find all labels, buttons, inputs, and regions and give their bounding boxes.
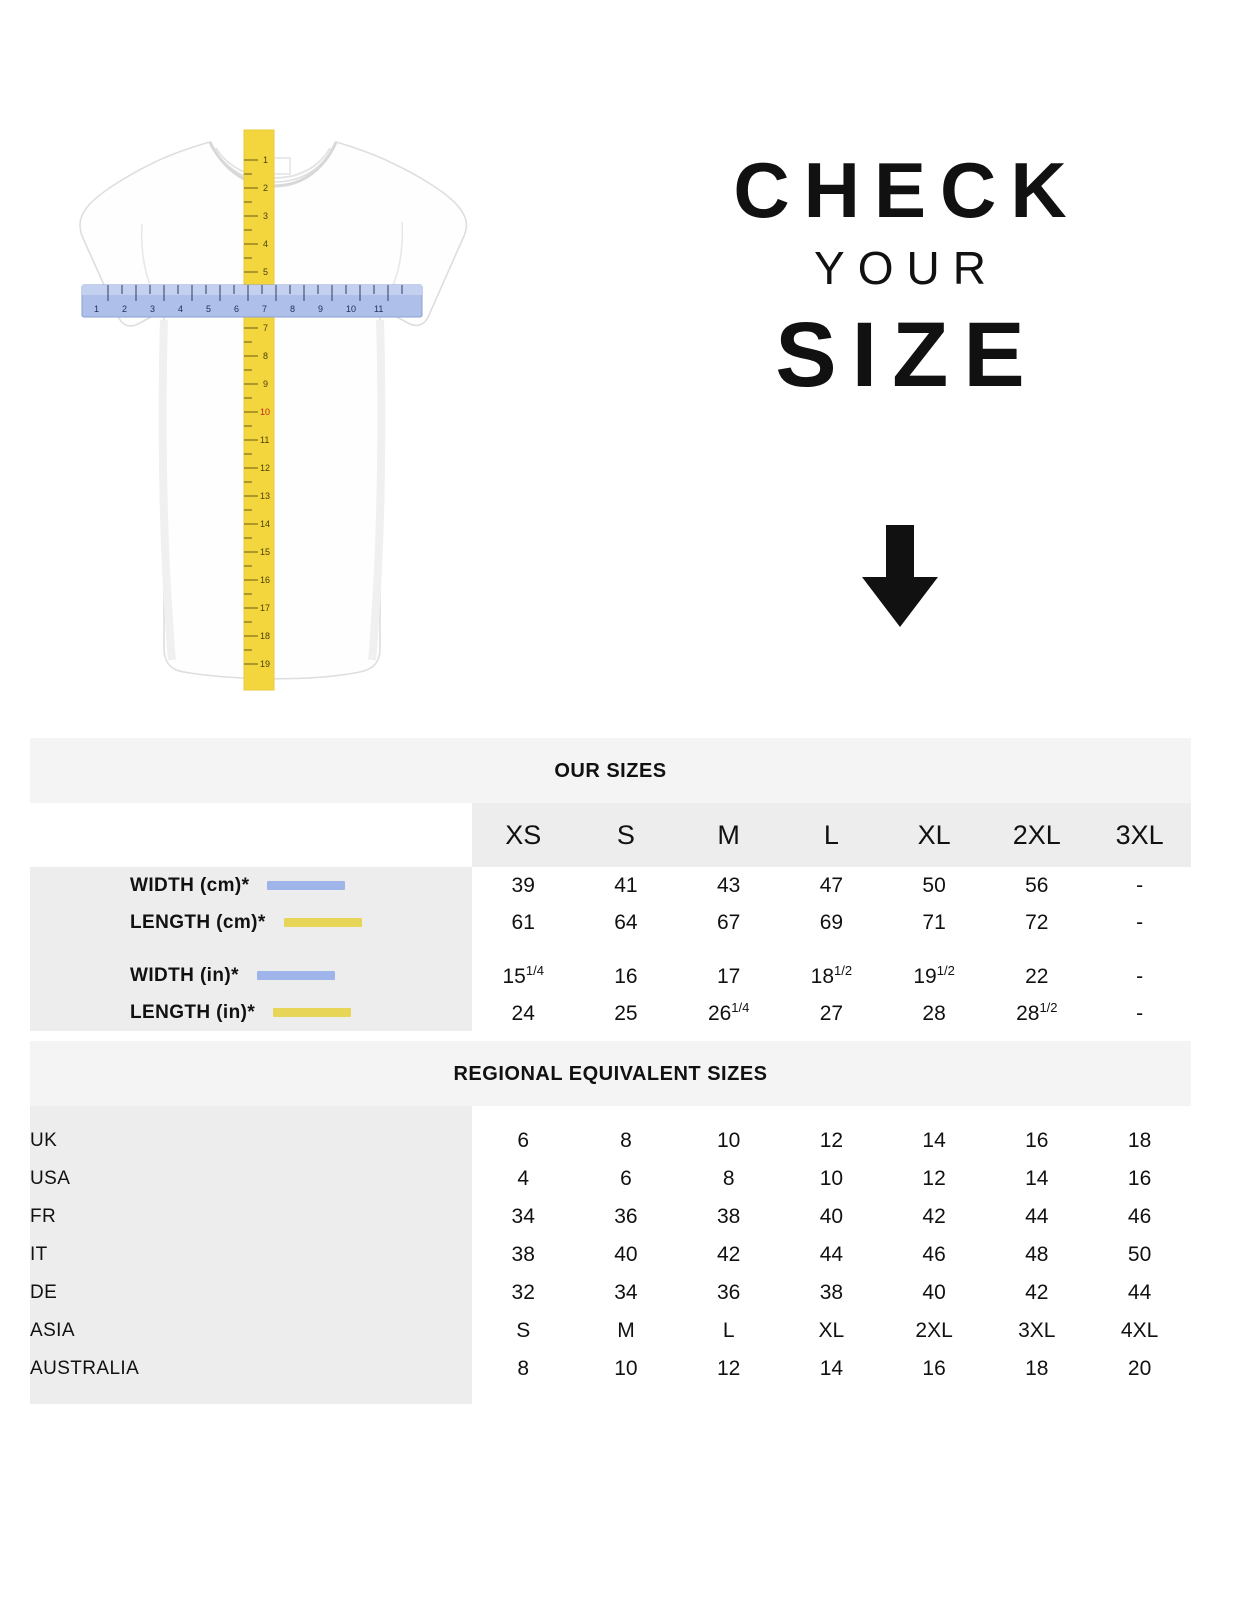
cell-fr-s: 36 bbox=[575, 1198, 678, 1236]
vertical-tape-icon bbox=[244, 130, 274, 690]
row-spacer bbox=[30, 1388, 1191, 1404]
cell-it-l: 44 bbox=[780, 1236, 883, 1274]
our-sizes-title: OUR SIZES bbox=[30, 738, 1191, 803]
svg-text:1: 1 bbox=[94, 304, 100, 314]
row-label-asia: ASIA bbox=[30, 1320, 75, 1341]
cell-australia-m: 12 bbox=[677, 1350, 780, 1388]
value: 16 bbox=[614, 964, 638, 988]
cell-fr-m: 38 bbox=[677, 1198, 780, 1236]
cell-width-in-m bbox=[677, 957, 780, 994]
cell-usa-2xl: 14 bbox=[985, 1160, 1088, 1198]
size-chart bbox=[30, 738, 1191, 1404]
svg-text:8: 8 bbox=[290, 304, 296, 314]
cell-asia-3xl: 4XL bbox=[1088, 1312, 1191, 1350]
cell-de-s: 34 bbox=[575, 1274, 678, 1312]
value: 27 bbox=[819, 1001, 844, 1025]
length-swatch-yellow bbox=[284, 918, 362, 927]
size-col-xs: XS bbox=[505, 819, 542, 850]
regional-sizes-table bbox=[30, 1106, 1191, 1404]
width-swatch-blue bbox=[267, 881, 345, 890]
table-row bbox=[30, 1198, 1191, 1236]
cell-asia-2xl: 3XL bbox=[985, 1312, 1088, 1350]
cell-length-in-s bbox=[575, 994, 678, 1031]
row-spacer bbox=[30, 941, 1191, 957]
cell-australia-s: 10 bbox=[575, 1350, 678, 1388]
svg-text:6: 6 bbox=[234, 304, 240, 314]
svg-text:16: 16 bbox=[260, 575, 271, 585]
fraction: 1/2 bbox=[834, 962, 853, 978]
headline-line-3: SIZE bbox=[775, 304, 1040, 407]
table-row bbox=[30, 904, 1191, 941]
length-swatch-yellow bbox=[273, 1008, 351, 1017]
value: 17 bbox=[716, 964, 741, 988]
cell-fr-3xl: 46 bbox=[1088, 1198, 1191, 1236]
cell-asia-xs: S bbox=[472, 1312, 575, 1350]
cell-width-cm-m: 43 bbox=[677, 867, 780, 904]
cell-uk-3xl: 18 bbox=[1088, 1122, 1191, 1160]
cell-width-cm-l: 47 bbox=[780, 867, 883, 904]
cell-usa-xs: 4 bbox=[472, 1160, 575, 1198]
cell-it-2xl: 48 bbox=[985, 1236, 1088, 1274]
cell-usa-3xl: 16 bbox=[1088, 1160, 1191, 1198]
cell-de-l: 38 bbox=[780, 1274, 883, 1312]
size-col-s: S bbox=[616, 819, 635, 850]
regional-sizes-title: REGIONAL EQUIVALENT SIZES bbox=[30, 1041, 1191, 1106]
size-header-row bbox=[30, 803, 1191, 867]
cell-australia-2xl: 18 bbox=[985, 1350, 1088, 1388]
fraction: 1/2 bbox=[1039, 999, 1058, 1015]
headline-line-2: YOUR bbox=[814, 241, 999, 294]
cell-uk-l: 12 bbox=[780, 1122, 883, 1160]
svg-text:10: 10 bbox=[260, 407, 271, 417]
cell-asia-xl: 2XL bbox=[883, 1312, 986, 1350]
cell-de-2xl: 42 bbox=[985, 1274, 1088, 1312]
svg-text:2: 2 bbox=[122, 304, 128, 314]
svg-text:14: 14 bbox=[260, 519, 271, 529]
cell-width-in-xl bbox=[883, 957, 986, 994]
cell-fr-xs: 34 bbox=[472, 1198, 575, 1236]
cell-width-in-2xl bbox=[985, 957, 1088, 994]
cell-length-cm-3xl: - bbox=[1088, 904, 1191, 941]
section-divider bbox=[30, 1031, 1191, 1041]
value: 24 bbox=[511, 1001, 535, 1025]
cell-length-cm-xl: 71 bbox=[883, 904, 986, 941]
our-sizes-table bbox=[30, 803, 1191, 1031]
table-row bbox=[30, 867, 1191, 904]
svg-text:12: 12 bbox=[260, 463, 271, 473]
cell-australia-l: 14 bbox=[780, 1350, 883, 1388]
value: 26 bbox=[707, 1001, 732, 1025]
cell-uk-xs: 6 bbox=[472, 1122, 575, 1160]
svg-text:5: 5 bbox=[206, 304, 212, 314]
svg-text:7: 7 bbox=[263, 323, 269, 333]
cell-usa-l: 10 bbox=[780, 1160, 883, 1198]
horizontal-tape-icon bbox=[82, 285, 422, 317]
value: - bbox=[1136, 964, 1144, 988]
cell-length-in-2xl bbox=[985, 994, 1088, 1031]
cell-australia-xl: 16 bbox=[883, 1350, 986, 1388]
row-label-usa: USA bbox=[30, 1168, 71, 1189]
svg-text:2: 2 bbox=[263, 183, 269, 193]
svg-text:18: 18 bbox=[260, 631, 271, 641]
cell-width-cm-2xl: 56 bbox=[985, 867, 1088, 904]
cell-it-xl: 46 bbox=[883, 1236, 986, 1274]
cell-width-cm-xl: 50 bbox=[883, 867, 986, 904]
value: 19 bbox=[913, 964, 937, 988]
table-row bbox=[30, 1160, 1191, 1198]
cell-width-in-xs bbox=[472, 957, 575, 994]
cell-australia-3xl: 20 bbox=[1088, 1350, 1191, 1388]
table-row bbox=[30, 1274, 1191, 1312]
cell-usa-s: 6 bbox=[575, 1160, 678, 1198]
cell-width-in-3xl bbox=[1088, 957, 1191, 994]
width-swatch-blue bbox=[257, 971, 335, 980]
svg-text:17: 17 bbox=[260, 603, 271, 613]
svg-text:11: 11 bbox=[260, 435, 270, 445]
svg-text:9: 9 bbox=[263, 379, 269, 389]
fraction: 1/4 bbox=[525, 962, 544, 978]
value: 25 bbox=[614, 1001, 638, 1025]
tshirt-svg bbox=[60, 120, 520, 700]
size-col-xl: XL bbox=[917, 819, 951, 850]
row-label-de: DE bbox=[30, 1282, 58, 1303]
row-label-fr: FR bbox=[30, 1206, 57, 1227]
table-row bbox=[30, 1236, 1191, 1274]
cell-uk-s: 8 bbox=[575, 1122, 678, 1160]
cell-asia-m: L bbox=[677, 1312, 780, 1350]
cell-de-3xl: 44 bbox=[1088, 1274, 1191, 1312]
cell-uk-m: 10 bbox=[677, 1122, 780, 1160]
row-label-text: WIDTH (cm)* bbox=[130, 874, 250, 896]
page-title bbox=[600, 146, 1200, 407]
row-label-it: IT bbox=[30, 1244, 48, 1265]
cell-asia-l: XL bbox=[780, 1312, 883, 1350]
size-col-m: M bbox=[717, 819, 740, 850]
row-label-text: WIDTH (in)* bbox=[130, 964, 239, 986]
svg-text:9: 9 bbox=[318, 304, 324, 314]
row-label-width-cm bbox=[30, 867, 472, 904]
cell-width-cm-3xl: - bbox=[1088, 867, 1191, 904]
value: 28 bbox=[922, 1001, 946, 1025]
value: - bbox=[1136, 1001, 1144, 1025]
fraction: 1/2 bbox=[936, 962, 955, 978]
cell-length-cm-xs: 61 bbox=[472, 904, 575, 941]
cell-length-in-3xl bbox=[1088, 994, 1191, 1031]
svg-text:3: 3 bbox=[263, 211, 269, 221]
value: 22 bbox=[1025, 964, 1049, 988]
table-row bbox=[30, 957, 1191, 994]
tshirt-illustration bbox=[60, 120, 520, 700]
value: 18 bbox=[810, 964, 835, 988]
cell-de-xs: 32 bbox=[472, 1274, 575, 1312]
table-row bbox=[30, 1312, 1191, 1350]
cell-length-cm-2xl: 72 bbox=[985, 904, 1088, 941]
svg-text:5: 5 bbox=[263, 267, 269, 277]
cell-de-m: 36 bbox=[677, 1274, 780, 1312]
cell-width-cm-xs: 39 bbox=[472, 867, 575, 904]
fraction: 1/4 bbox=[731, 999, 750, 1015]
cell-usa-m: 8 bbox=[677, 1160, 780, 1198]
row-label-text: LENGTH (cm)* bbox=[130, 911, 266, 933]
header-spacer bbox=[30, 803, 472, 867]
cell-usa-xl: 12 bbox=[883, 1160, 986, 1198]
size-col-2xl: 2XL bbox=[1012, 819, 1061, 850]
arrow-down-svg bbox=[840, 515, 960, 635]
size-col-l: L bbox=[823, 819, 839, 850]
row-spacer bbox=[30, 1106, 1191, 1122]
cell-uk-2xl: 16 bbox=[985, 1122, 1088, 1160]
row-label-width-in bbox=[30, 957, 472, 994]
row-label-text: LENGTH (in)* bbox=[130, 1001, 256, 1023]
size-col-3xl: 3XL bbox=[1115, 819, 1164, 850]
cell-length-cm-s: 64 bbox=[575, 904, 678, 941]
cell-it-3xl: 50 bbox=[1088, 1236, 1191, 1274]
svg-text:3: 3 bbox=[150, 304, 156, 314]
svg-text:15: 15 bbox=[260, 547, 271, 557]
cell-it-s: 40 bbox=[575, 1236, 678, 1274]
svg-text:1: 1 bbox=[263, 155, 269, 165]
svg-text:8: 8 bbox=[263, 351, 269, 361]
cell-length-in-m bbox=[677, 994, 780, 1031]
cell-asia-s: M bbox=[575, 1312, 678, 1350]
row-label-uk: UK bbox=[30, 1130, 58, 1151]
svg-text:13: 13 bbox=[260, 491, 271, 501]
row-label-length-cm bbox=[30, 904, 472, 941]
cell-length-cm-l: 69 bbox=[780, 904, 883, 941]
table-row bbox=[30, 994, 1191, 1031]
cell-length-in-l bbox=[780, 994, 883, 1031]
cell-width-cm-s: 41 bbox=[575, 867, 678, 904]
value: 28 bbox=[1016, 1001, 1040, 1025]
cell-australia-xs: 8 bbox=[472, 1350, 575, 1388]
headline-line-1: CHECK bbox=[733, 146, 1081, 234]
hero-section bbox=[0, 0, 1251, 740]
cell-uk-xl: 14 bbox=[883, 1122, 986, 1160]
svg-text:19: 19 bbox=[260, 659, 271, 669]
cell-it-m: 42 bbox=[677, 1236, 780, 1274]
cell-length-cm-m: 67 bbox=[677, 904, 780, 941]
table-row bbox=[30, 1350, 1191, 1388]
down-arrow-icon bbox=[600, 515, 1200, 640]
cell-length-in-xs bbox=[472, 994, 575, 1031]
cell-de-xl: 40 bbox=[883, 1274, 986, 1312]
svg-text:4: 4 bbox=[178, 304, 184, 314]
cell-fr-2xl: 44 bbox=[985, 1198, 1088, 1236]
table-row bbox=[30, 1122, 1191, 1160]
svg-text:4: 4 bbox=[263, 239, 269, 249]
cell-width-in-s bbox=[575, 957, 678, 994]
svg-text:7: 7 bbox=[262, 304, 268, 314]
row-label-length-in bbox=[30, 994, 472, 1031]
value: 15 bbox=[502, 964, 526, 988]
cell-fr-l: 40 bbox=[780, 1198, 883, 1236]
cell-fr-xl: 42 bbox=[883, 1198, 986, 1236]
svg-text:11: 11 bbox=[374, 304, 384, 314]
svg-text:10: 10 bbox=[346, 304, 357, 314]
cell-width-in-l bbox=[780, 957, 883, 994]
cell-length-in-xl bbox=[883, 994, 986, 1031]
cell-it-xs: 38 bbox=[472, 1236, 575, 1274]
row-label-australia: AUSTRALIA bbox=[30, 1358, 140, 1379]
